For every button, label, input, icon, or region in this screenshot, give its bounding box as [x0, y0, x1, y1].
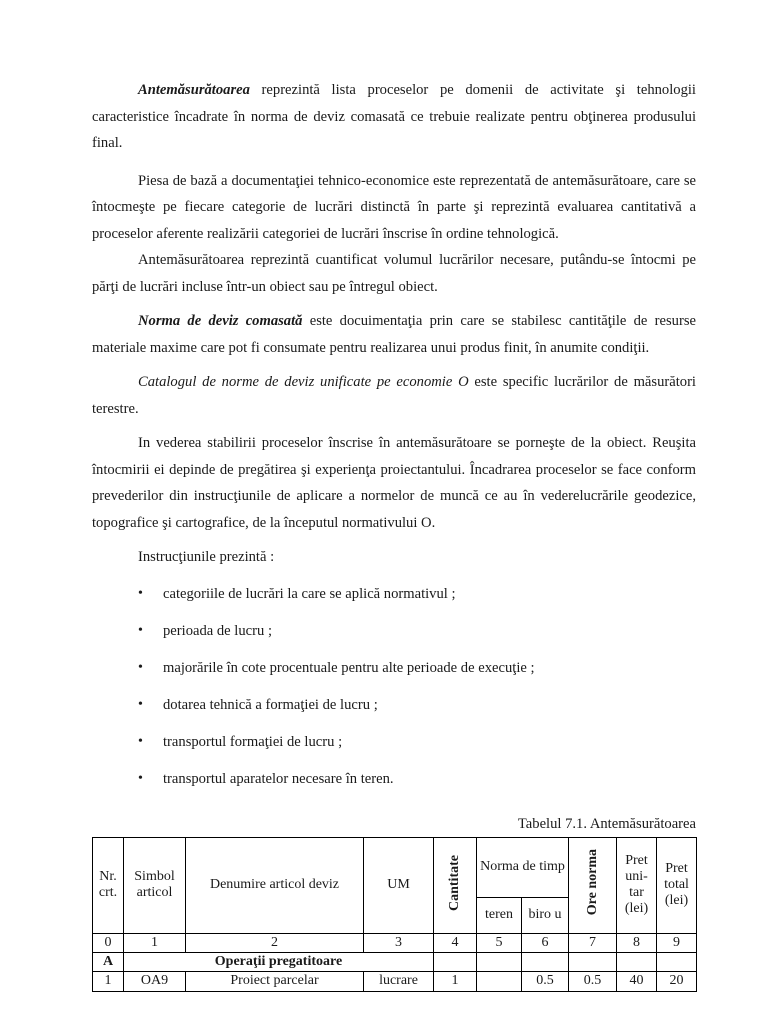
bullet-icon: • [138, 770, 143, 786]
paragraph-vederea: In vederea stabilirii proceselor înscrise în antemăsurătoare se porneşte de la obiect. Reuşita întocmirii ei depinde de pregătirea şi experienţa proiectantului. Încadrarea proceselor se face conform prevederilor din instrucţiunile de aplicare a normelor de muncă ce au în vederelucrările geodezice, topografice şi cartografice, de la începutul normativului O. [92, 435, 696, 531]
empty-cell [477, 952, 522, 971]
index-cell: 5 [477, 933, 522, 952]
index-cell: 4 [434, 933, 477, 952]
list-item-text: transportul aparatelor necesare în teren. [163, 770, 394, 787]
list-item-text: categoriile de lucrări la care se aplică normativul ; [163, 585, 456, 602]
list-item [92, 694, 696, 731]
header-nr-crt: Nr. crt. [93, 837, 124, 933]
row-nr: 1 [93, 971, 124, 991]
paragraph-cuantificat: Antemăsurătoarea reprezintă cuantificat volumul lucrărilor necesare, putându-se întocmi pe părţi de lucrări incluse într-un obiect sau pe întregul obiect. [92, 252, 696, 295]
empty-cell [657, 952, 697, 971]
list-item-text: dotarea tehnică a formaţiei de lucru ; [163, 696, 378, 713]
list-item [92, 657, 696, 694]
paragraph-definition [92, 77, 696, 157]
row-um: lucrare [364, 971, 434, 991]
header-ore-norma: Ore norma [584, 849, 600, 916]
table-section-row [93, 952, 697, 971]
row-pret-total: 20 [657, 971, 697, 991]
index-cell: 6 [522, 933, 569, 952]
row-ore-norma: 0.5 [569, 971, 617, 991]
header-simbol-articol: Simbol articol [124, 837, 186, 933]
table-row [93, 971, 697, 991]
header-teren: teren [477, 897, 522, 933]
term-antemasuratoarea: Antemăsurătoarea [138, 82, 250, 98]
header-norma-timp: Norma de timp [477, 837, 569, 897]
header-birou: biro u [522, 897, 569, 933]
paragraph-instructiuni: Instrucţiunile prezintă : [138, 549, 275, 565]
bullet-icon: • [138, 733, 143, 749]
index-cell: 0 [93, 933, 124, 952]
row-pret-unitar: 40 [617, 971, 657, 991]
paragraph-piesa: Piesa de bază a documentaţiei tehnico-economice este reprezentată de antemăsurătoare, care se întocmeşte pe fiecare categorie de lucrări distinctă în parte şi reprezintă evaluarea cantitativă a proceselor aferente realizării categoriei de lucrări înscrise în ordine tehnologică. [92, 172, 696, 242]
table-caption: Tabelul 7.1. Antemăsurătoarea [517, 815, 696, 832]
term-catalog: Catalogul de norme de deviz unificate pe economie O [138, 374, 469, 390]
antemasuratoare-table [92, 837, 697, 992]
row-simbol: OA9 [124, 971, 186, 991]
header-um: UM [364, 837, 434, 933]
paragraph-text: este docuimentaţia prin care se stabilesc cantităţile de resurse materiale maxime care pot fi consumate pentru realizarea unui produs finit, în anumite condiţii. [92, 313, 696, 356]
paragraph-norma [92, 308, 696, 361]
bullet-icon: • [138, 585, 143, 601]
index-cell: 1 [124, 933, 186, 952]
section-title: Operaţii pregatitoare [124, 952, 434, 971]
list-item [92, 731, 696, 768]
list-item-text: perioada de lucru ; [163, 622, 272, 639]
bullet-icon: • [138, 659, 143, 675]
list-item [92, 620, 696, 657]
bullet-icon: • [138, 696, 143, 712]
header-cantitate-cell [434, 837, 477, 933]
header-denumire: Denumire articol deviz [186, 837, 364, 933]
table-header-row [93, 837, 697, 897]
list-item-text: majorările în cote procentuale pentru alte perioade de execuţie ; [163, 659, 535, 676]
list-item [92, 583, 696, 620]
paragraph-text: reprezintă lista proceselor pe domenii de activitate şi tehnologii caracteristice încadrate în norma de deviz comasată ce trebuie realizate pentru obţinerea produsului final. [92, 82, 696, 151]
empty-cell [522, 952, 569, 971]
document-page [92, 0, 696, 992]
row-teren [477, 971, 522, 991]
header-pret-total: Pret total (lei) [657, 837, 697, 933]
empty-cell [617, 952, 657, 971]
bullet-icon: • [138, 622, 143, 638]
section-letter: A [93, 952, 124, 971]
index-cell: 2 [186, 933, 364, 952]
index-cell: 7 [569, 933, 617, 952]
header-ore-norma-cell [569, 837, 617, 933]
term-norma-deviz: Norma de deviz comasată [138, 313, 303, 329]
row-birou: 0.5 [522, 971, 569, 991]
row-denumire: Proiect parcelar [186, 971, 364, 991]
row-cantitate: 1 [434, 971, 477, 991]
header-cantitate: Cantitate [447, 854, 462, 911]
index-cell: 8 [617, 933, 657, 952]
header-pret-unitar: Pret uni- tar (lei) [617, 837, 657, 933]
bullet-list [92, 583, 696, 805]
index-cell: 3 [364, 933, 434, 952]
table-index-row [93, 933, 697, 952]
empty-cell [569, 952, 617, 971]
paragraph-catalog [92, 369, 696, 422]
list-item-text: transportul formaţiei de lucru ; [163, 733, 343, 750]
index-cell: 9 [657, 933, 697, 952]
empty-cell [434, 952, 477, 971]
paragraph-text: este specific lucrărilor de măsurători terestre. [92, 374, 696, 417]
list-item [92, 768, 696, 805]
